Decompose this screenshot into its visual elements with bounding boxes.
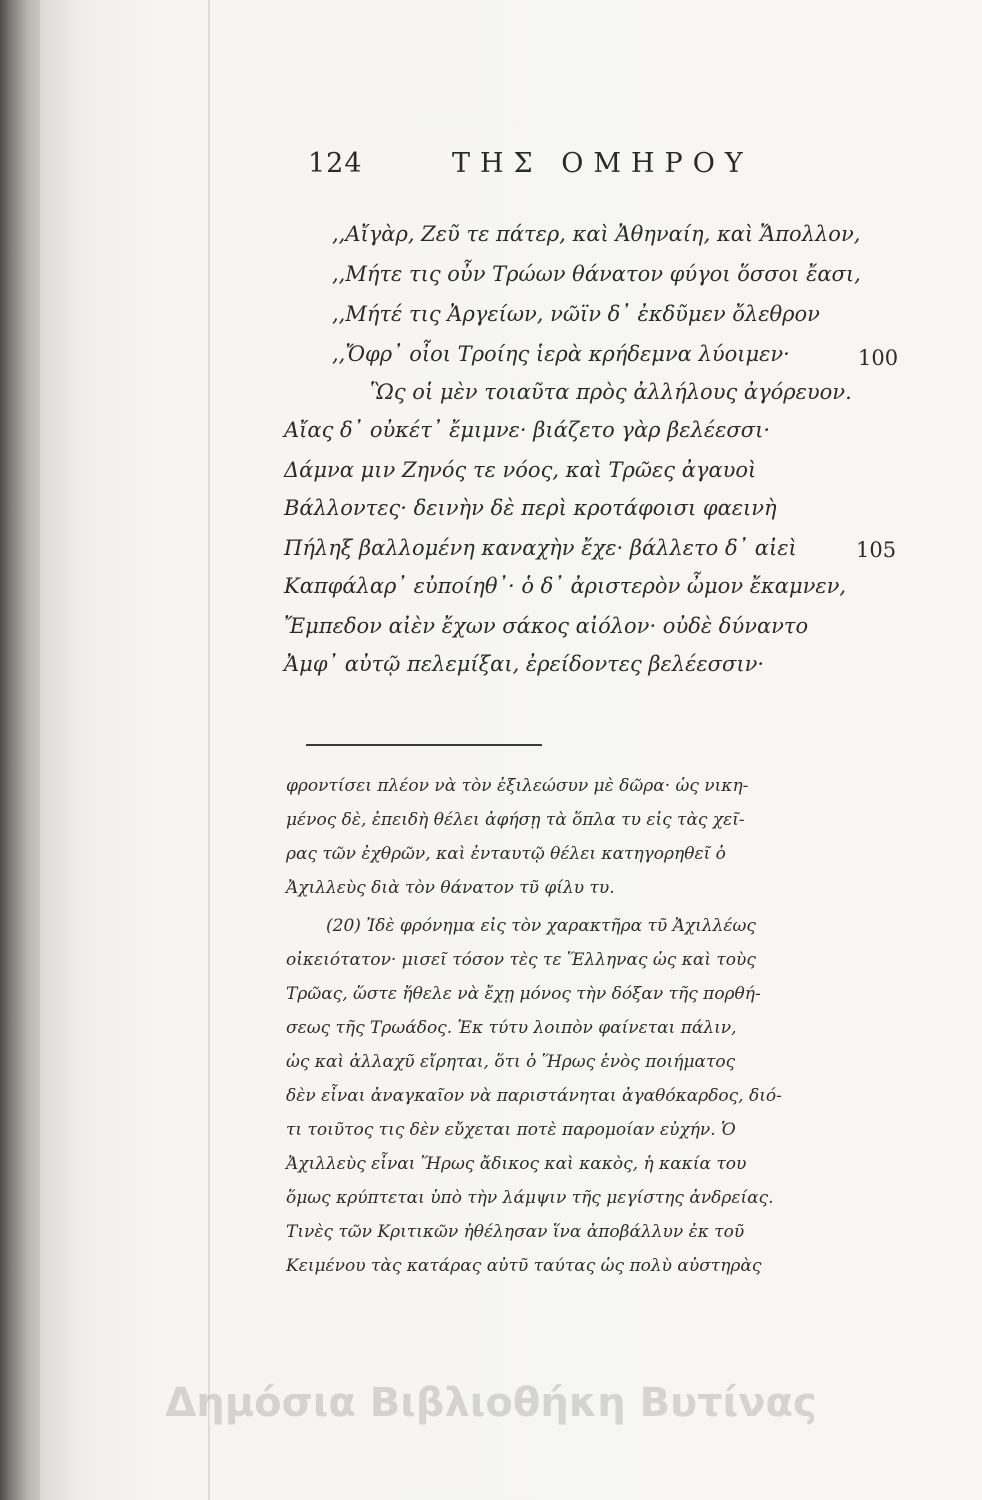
page-header [40,148,982,188]
footnote-line: φροντίσει πλέον νὰ τὸν ἐξιλεώσυν μὲ δῶρα· ὡς νικη- [286,776,749,796]
verse-line: Βάλλοντες· δεινὴν δὲ περὶ κροτάφοισι φαεινὴ [284,496,777,520]
footnote-line: Τρῶας, ὥστε ἤθελε νὰ ἔχῃ μόνος τὴν δόξαν τῆς πορθή- [286,984,761,1004]
verse-line: ,,Μήτε τις οὖν Τρώων θάνατον φύγοι ὅσσοι ἔασι, [332,262,861,286]
book-page [40,0,982,1500]
verse-line: Δάμνα μιν Ζηνός τε νόος, καὶ Τρῶες ἀγαυοὶ [284,458,757,482]
footnote-line: Κειμένου τὰς κατάρας αὐτῦ ταύτας ὡς πολὺ αὐστηρὰς [286,1256,762,1276]
footnote-line: Ἀχιλλεὺς εἶναι Ἥρως ἄδικος καὶ κακὸς, ἡ κακία του [286,1154,747,1174]
verse-line: Αἴας δ᾽ οὐκέτ᾽ ἔμιμνε· βιάζετο γὰρ βελέεσσι· [284,418,770,442]
verse-line: Ἔμπεδον αἰὲν ἔχων σάκος αἰόλον· οὐδὲ δύναντο [284,614,809,638]
footnote-line: μένος δὲ, ἐπειδὴ θέλει ἀφήσῃ τὰ ὅπλα τυ εἰς τὰς χεῖ- [286,810,745,830]
page-fold-line [208,0,210,1500]
verse-line: ,,Ὄφρ᾽ οἶοι Τροίης ἱερὰ κρήδεμνα λύοιμεν· [332,342,790,366]
footnote-line: (20) Ἰδὲ φρόνημα εἰς τὸν χαρακτῆρα τῦ Ἀχιλλέως [326,916,756,936]
verse-line: ,,Αἴγὰρ, Ζεῦ τε πάτερ, καὶ Ἀθηναίη, καὶ Ἄπολλον, [332,222,861,246]
verse-line: ,,Μήτέ τις Ἀργείων, νῶϊν δ᾽ ἐκδῦμεν ὄλεθρον [332,302,820,326]
verse-line: Ὣς οἱ μὲν τοιαῦτα πρὸς ἀλλήλους ἀγόρευον. [370,380,852,404]
footnote-line: Τινὲς τῶν Κριτικῶν ἠθέλησαν ἵνα ἀποβάλλυν ἐκ τοῦ [286,1222,745,1242]
footnote-line: σεως τῆς Τρωάδος. Ἐκ τύτυ λοιπὸν φαίνεται πάλιν, [286,1018,737,1038]
footnote-line: δὲν εἶναι ἀναγκαῖον νὰ παριστάνηται ἀγαθόκαρδος, διό- [286,1086,782,1106]
footnote-line: τι τοιῦτος τις δὲν εὔχεται ποτὲ παρομοίαν εὐχήν. Ὁ [286,1120,736,1140]
library-watermark: Δημόσια Βιβλιοθήκη Βυτίνας [165,1380,817,1426]
footnote-divider [306,744,542,746]
verse-line: Πήληξ βαλλομένη καναχὴν ἔχε· βάλλετο δ᾽ αἰεὶ [284,536,797,560]
running-title: ΤΗΣ ΟΜΗΡΟΥ [452,148,753,179]
footnote-line: ὅμως κρύπτεται ὑπὸ τὴν λάμψιν τῆς μεγίστης ἀνδρείας. [286,1188,774,1208]
verse-line: Ἀμφ᾽ αὐτῷ πελεμίξαι, ἐρείδοντες βελέεσσιν· [284,652,765,676]
footnote-line: ρας τῶν ἐχθρῶν, καὶ ἐνταυτῷ θέλει κατηγορηθεῖ ὁ [286,844,726,864]
line-number: 100 [858,346,899,370]
verse-line: Καπφάλαρ᾽ εὐποίηθ᾽· ὁ δ᾽ ἀριστερὸν ὦμον ἔκαμνεν, [284,574,847,598]
footnote-line: οἰκειότατον· μισεῖ τόσον τὲς τε Ἕλληνας ὡς καὶ τοὺς [286,950,756,970]
line-number: 105 [856,538,897,562]
footnote-line: Ἀχιλλεὺς διὰ τὸν θάνατον τῦ φίλυ τυ. [286,878,615,898]
page-number: 124 [308,148,363,179]
footnote-line: ὡς καὶ ἀλλαχῦ εἴρηται, ὅτι ὁ Ἥρως ἑνὸς ποιήματος [286,1052,736,1072]
